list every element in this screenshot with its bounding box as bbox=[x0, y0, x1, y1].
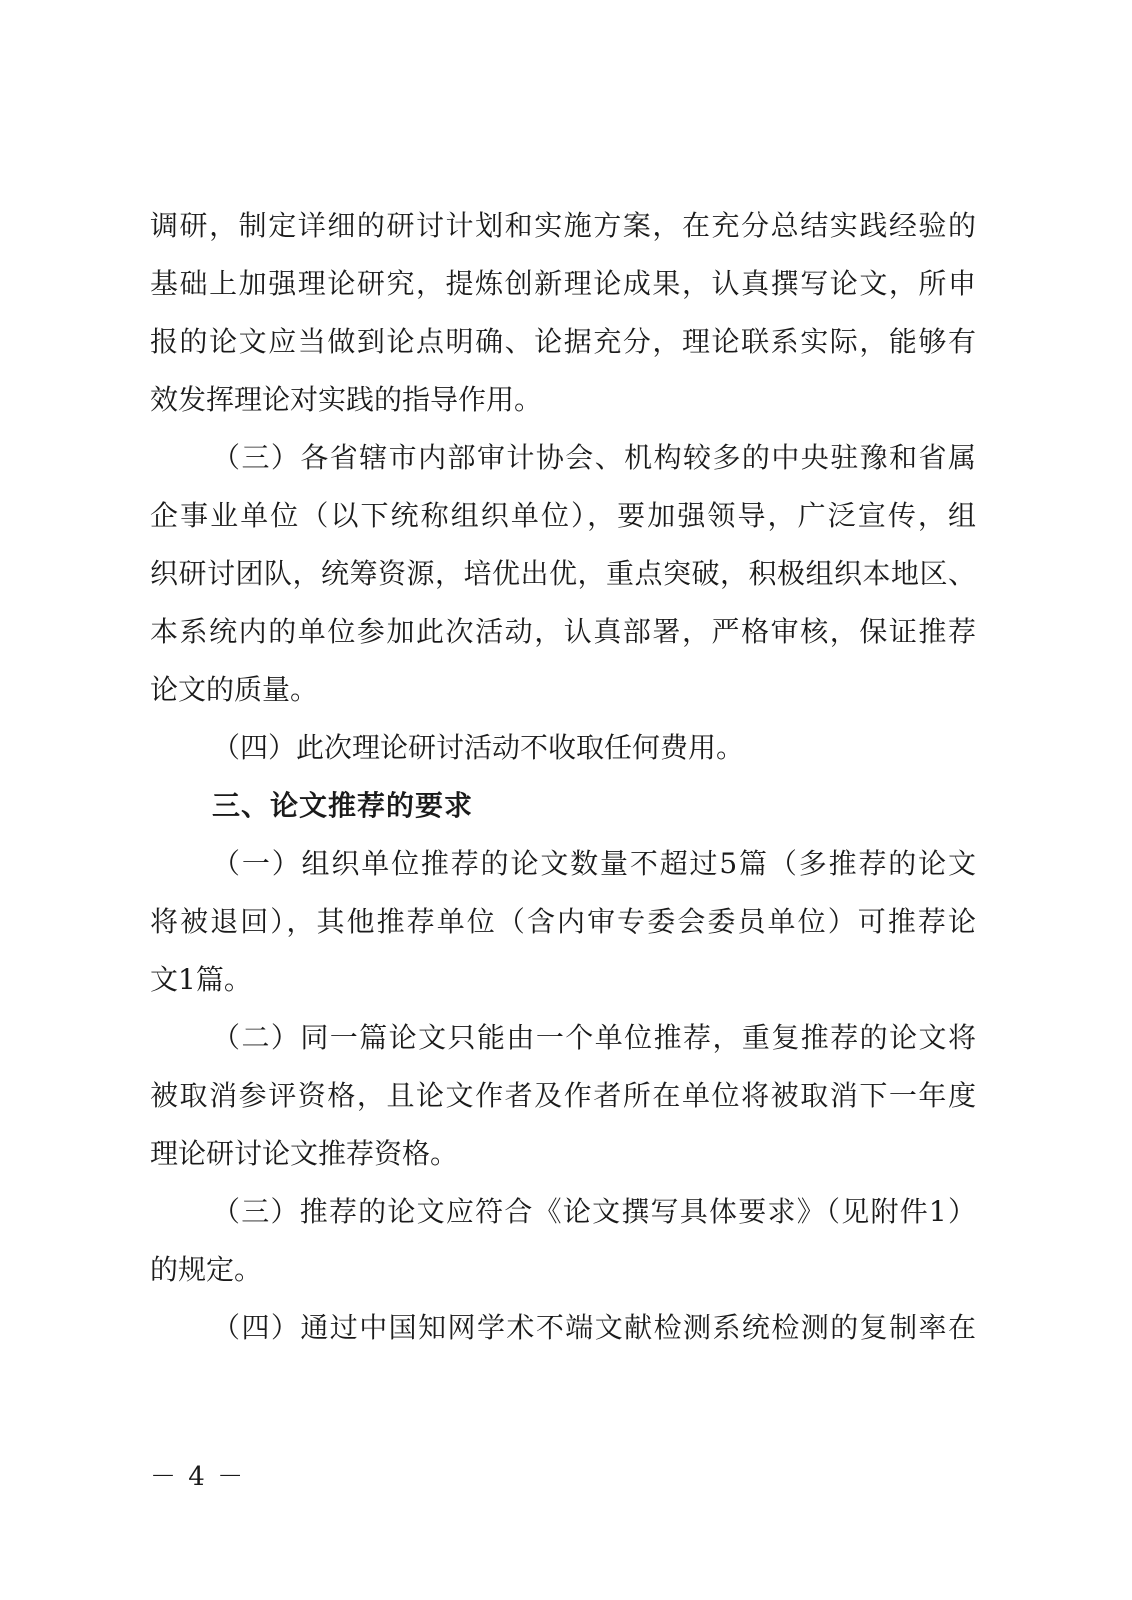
paragraph-line: （四）此次理论研讨活动不收取任何费用。 bbox=[212, 731, 745, 764]
requirement-line: （三）推荐的论文应符合《论文撰写具体要求》（见附件1） bbox=[212, 1195, 976, 1228]
paragraph-line: 基础上加强理论研究，提炼创新理论成果，认真撰写论文，所申 bbox=[150, 267, 976, 300]
requirement-line: 的规定。 bbox=[150, 1253, 263, 1286]
requirement-line: 文1篇。 bbox=[150, 963, 252, 996]
requirement-line: （四）通过中国知网学术不端文献检测系统检测的复制率在 bbox=[212, 1311, 976, 1344]
requirement-line: （一）组织单位推荐的论文数量不超过5篇（多推荐的论文 bbox=[212, 847, 976, 880]
requirement-line: 将被退回），其他推荐单位（含内审专委会委员单位）可推荐论 bbox=[150, 905, 976, 938]
requirement-line: （二）同一篇论文只能由一个单位推荐，重复推荐的论文将 bbox=[212, 1021, 976, 1054]
paragraph-line: 报的论文应当做到论点明确、论据充分，理论联系实际，能够有 bbox=[150, 325, 976, 358]
paragraph-line: （三）各省辖市内部审计协会、机构较多的中央驻豫和省属 bbox=[212, 441, 976, 474]
paragraph-line: 效发挥理论对实践的指导作用。 bbox=[150, 383, 543, 416]
paragraph-line: 调研，制定详细的研讨计划和实施方案，在充分总结实践经验的 bbox=[150, 209, 976, 242]
section-heading: 三、论文推荐的要求 bbox=[212, 789, 474, 822]
requirement-line: 理论研讨论文推荐资格。 bbox=[150, 1137, 459, 1170]
paragraph-line: 论文的质量。 bbox=[150, 673, 319, 706]
paragraph-line: 本系统内的单位参加此次活动，认真部署，严格审核，保证推荐 bbox=[150, 615, 976, 648]
requirement-line: 被取消参评资格，且论文作者及作者所在单位将被取消下一年度 bbox=[150, 1079, 976, 1112]
paragraph-line: 织研讨团队，统筹资源，培优出优，重点突破，积极组织本地区、 bbox=[150, 557, 976, 590]
page-number: － 4 － bbox=[150, 1462, 246, 1492]
paragraph-line: 企事业单位（以下统称组织单位），要加强领导，广泛宣传，组 bbox=[150, 499, 976, 532]
